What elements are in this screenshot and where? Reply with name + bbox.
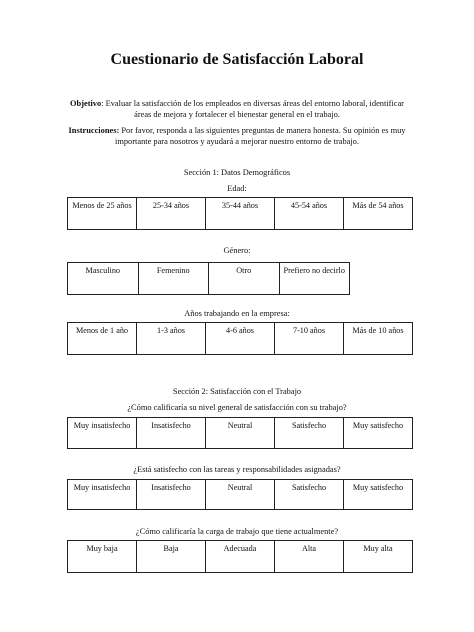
tenure-option[interactable]: Menos de 1 año: [68, 323, 137, 355]
q2-label: ¿Está satisfecho con las tareas y responsabilidades asignadas?: [133, 465, 341, 474]
q3-option[interactable]: Baja: [137, 541, 206, 573]
gender-label: Género:: [223, 246, 251, 255]
q3-option[interactable]: Muy alta: [344, 541, 413, 573]
q3-options-table: [67, 540, 413, 573]
q1-label: ¿Cómo calificaría su nivel general de satisfacción con su trabajo?: [127, 403, 347, 412]
tenure-option[interactable]: 1-3 años: [137, 323, 206, 355]
table-row: [68, 541, 413, 573]
age-option[interactable]: 45-54 años: [275, 198, 344, 230]
table-row: [68, 480, 413, 510]
age-option[interactable]: 25-34 años: [137, 198, 206, 230]
q3-option[interactable]: Adecuada: [206, 541, 275, 573]
q1-option[interactable]: Insatisfecho: [137, 418, 206, 449]
age-label: Edad:: [227, 184, 247, 193]
gender-option[interactable]: Otro: [209, 263, 280, 295]
section2-heading: Sección 2: Satisfacción con el Trabajo: [172, 387, 302, 396]
q1-option[interactable]: Muy satisfecho: [344, 418, 413, 449]
tenure-option[interactable]: 7-10 años: [275, 323, 344, 355]
q1-option[interactable]: Satisfecho: [275, 418, 344, 449]
table-row: [68, 323, 413, 355]
q2-option[interactable]: Muy satisfecho: [344, 480, 413, 510]
tenure-options-table: [67, 322, 413, 355]
objective-text: : Evaluar la satisfacción de los empleados en diversas áreas del entorno laboral, identificar áreas de mejora y fortalecer el bienestar general en el trabajo.: [101, 99, 404, 119]
table-row: [68, 418, 413, 449]
instructions-paragraph: [64, 125, 410, 147]
q3-label: ¿Cómo calificaría la carga de trabajo que tiene actualmente?: [135, 527, 339, 536]
age-option[interactable]: Más de 54 años: [344, 198, 413, 230]
q2-option[interactable]: Neutral: [206, 480, 275, 510]
age-options-table: [67, 197, 413, 230]
q3-option[interactable]: Alta: [275, 541, 344, 573]
q3-option[interactable]: Muy baja: [68, 541, 137, 573]
gender-option[interactable]: Femenino: [138, 263, 209, 295]
q1-options-table: [67, 417, 413, 449]
instructions-label: Instrucciones:: [68, 126, 120, 135]
tenure-label: Años trabajando en la empresa:: [184, 309, 290, 318]
section1-heading: Sección 1: Datos Demográficos: [183, 168, 291, 177]
age-option[interactable]: 35-44 años: [206, 198, 275, 230]
objective-paragraph: [64, 98, 410, 120]
table-row: [68, 263, 350, 295]
q2-options-table: [67, 479, 413, 510]
instructions-text: Por favor, responda a las siguientes preguntas de manera honesta. Su opinión es muy importante para nosotros y ayudará a mejorar nuestro entorno de trabajo.: [115, 126, 406, 146]
tenure-option[interactable]: Más de 10 años: [344, 323, 413, 355]
document-title: Cuestionario de Satisfacción Laboral: [110, 51, 364, 68]
q2-option[interactable]: Satisfecho: [275, 480, 344, 510]
q1-option[interactable]: Muy insatisfecho: [68, 418, 137, 449]
gender-option[interactable]: Prefiero no decirlo: [279, 263, 350, 295]
age-option[interactable]: Menos de 25 años: [68, 198, 137, 230]
objective-label: Objetivo: [70, 99, 102, 108]
table-row: [68, 198, 413, 230]
gender-option[interactable]: Masculino: [68, 263, 139, 295]
q2-option[interactable]: Muy insatisfecho: [68, 480, 137, 510]
tenure-option[interactable]: 4-6 años: [206, 323, 275, 355]
q2-option[interactable]: Insatisfecho: [137, 480, 206, 510]
gender-options-table: [67, 262, 350, 295]
q1-option[interactable]: Neutral: [206, 418, 275, 449]
